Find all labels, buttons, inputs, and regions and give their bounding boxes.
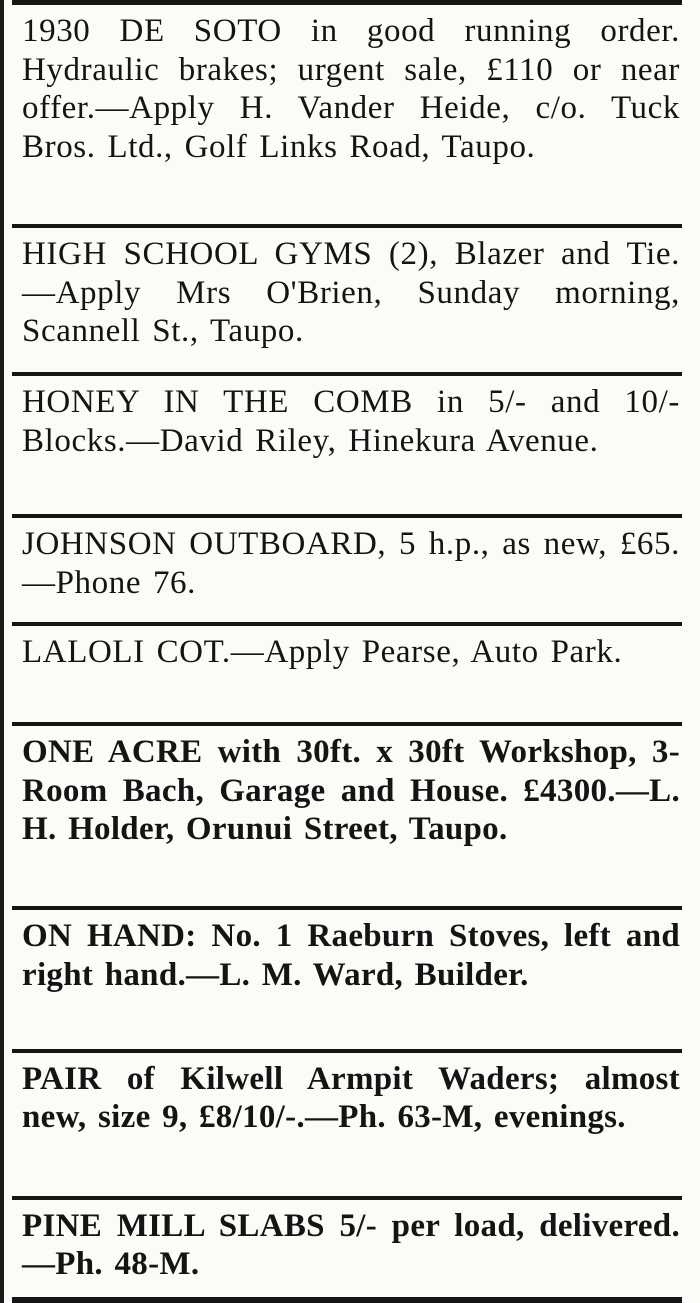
- classified-ad-waders: [12, 1053, 682, 1200]
- ad-text: 1930 DE SOTO in good running order. Hydraulic brakes; urgent sale, £110 or near offer.—Apply H. Vander Heide, c/o. Tuck Bros. Ltd., Golf Links Road, Taupo.: [22, 13, 680, 165]
- classified-ad-laloli-cot: [12, 626, 682, 726]
- ad-text: LALOLI COT.—Apply Pearse, Auto Park.: [22, 634, 623, 671]
- classified-ad-johnson-outboard: [12, 518, 682, 626]
- classified-ad-pine-mill-slabs: [12, 1200, 682, 1303]
- ad-text: PAIR of Kilwell Armpit Waders; almost new, size 9, £8/10/-.—Ph. 63-M, evenings.: [22, 1060, 680, 1136]
- classified-ad-high-school-gyms: [12, 228, 682, 376]
- ad-text: HONEY IN THE COMB in 5/- and 10/- Blocks.—David Riley, Hinekura Avenue.: [22, 384, 680, 459]
- ad-text: HIGH SCHOOL GYMS (2), Blazer and Tie.—Apply Mrs O'Brien, Sunday morning, Scannell St., Taupo.: [22, 236, 680, 350]
- classified-ad-honey: [12, 376, 682, 518]
- classified-ad-de-soto: [12, 5, 682, 228]
- classified-ads-list: [12, 5, 682, 1303]
- classified-ad-on-hand: [12, 910, 682, 1053]
- ad-text: ON HAND: No. 1 Raeburn Stoves, left and right hand.—L. M. Ward, Builder.: [22, 918, 680, 993]
- ad-text: ONE ACRE with 30ft. x 30ft Workshop, 3-Room Bach, Garage and House. £4300.—L. H. Holder, Orunui Street, Taupo.: [22, 734, 680, 848]
- classified-ad-one-acre: [12, 726, 682, 910]
- ad-text: JOHNSON OUTBOARD, 5 h.p., as new, £65.—Phone 76.: [22, 526, 680, 601]
- ad-text: PINE MILL SLABS 5/- per load, delivered.—Ph. 48-M.: [22, 1207, 680, 1283]
